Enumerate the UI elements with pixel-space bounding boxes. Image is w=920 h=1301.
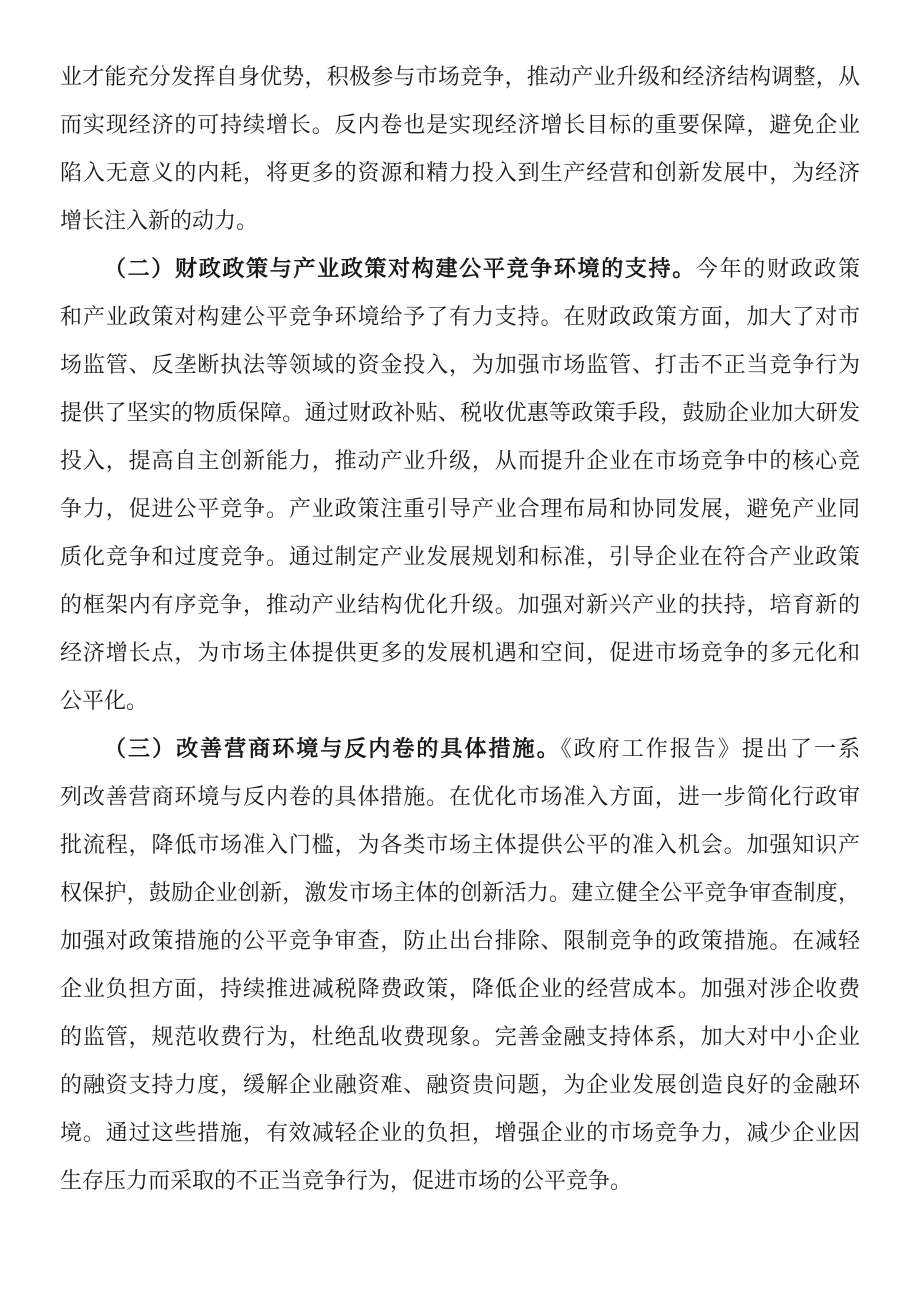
paragraph-line: 陷入无意义的内耗，将更多的资源和精力投入到生产经营和创新发展中，为经济 xyxy=(60,161,860,186)
section-heading: （三）改善营商环境与反内卷的具体措施。 xyxy=(104,737,561,762)
section-lead-text: 《政府工作报告》提出了一系 xyxy=(560,737,860,762)
section-first-line xyxy=(104,246,860,294)
section-heading: （二）财政政策与产业政策对构建公平竞争环境的支持。 xyxy=(104,257,696,282)
paragraph-line: 争力，促进公平竞争。产业政策注重引导产业合理布局和协同发展，避免产业同 xyxy=(60,497,860,522)
paragraph-line: 而实现经济的可持续增长。反内卷也是实现经济增长目标的重要保障，避免企业 xyxy=(60,113,860,138)
paragraph-line: 提供了坚实的物质保障。通过财政补贴、税收优惠等政策手段，鼓励企业加大研发 xyxy=(60,401,860,426)
paragraph-line: 增长注入新的动力。 xyxy=(60,209,259,234)
paragraph-line: 公平化。 xyxy=(60,689,149,714)
paragraph-line: 列改善营商环境与反内卷的具体措施。在优化市场准入方面，进一步简化行政审 xyxy=(60,785,860,810)
paragraph-line: 和产业政策对构建公平竞争环境给予了有力支持。在财政政策方面，加大了对市 xyxy=(60,305,860,330)
paragraph-line: 的监管，规范收费行为，杜绝乱收费现象。完善金融支持体系，加大对中小企业 xyxy=(60,1025,860,1050)
paragraph-line: 的融资支持力度，缓解企业融资难、融资贵问题，为企业发展创造良好的金融环 xyxy=(60,1073,860,1098)
paragraph-line: 生存压力而采取的不正当竞争行为，促进市场的公平竞争。 xyxy=(60,1169,633,1194)
paragraph-line: 投入，提高自主创新能力，推动产业升级，从而提升企业在市场竞争中的核心竞 xyxy=(60,449,860,474)
paragraph-line: 业才能充分发挥自身优势，积极参与市场竞争，推动产业升级和经济结构调整，从 xyxy=(60,65,860,90)
paragraph-line: 经济增长点，为市场主体提供更多的发展机遇和空间，促进市场竞争的多元化和 xyxy=(60,641,860,666)
paragraph-line: 批流程，降低市场准入门槛，为各类市场主体提供公平的准入机会。加强知识产 xyxy=(60,833,860,858)
paragraph-line: 质化竞争和过度竞争。通过制定产业发展规划和标准，引导企业在符合产业政策 xyxy=(60,545,860,570)
paragraph-line: 加强对政策措施的公平竞争审查，防止出台排除、限制竞争的政策措施。在减轻 xyxy=(60,929,860,954)
paragraph-line: 场监管、反垄断执法等领域的资金投入，为加强市场监管、打击不正当竞争行为 xyxy=(60,353,860,378)
section-first-line xyxy=(104,726,860,774)
paragraph-line: 的框架内有序竞争，推动产业结构优化升级。加强对新兴产业的扶持，培育新的 xyxy=(60,593,860,618)
section-lead-text: 今年的财政政策 xyxy=(695,257,860,282)
paragraph-line: 权保护，鼓励企业创新，激发市场主体的创新活力。建立健全公平竞争审查制度， xyxy=(60,881,860,906)
paragraph-line: 企业负担方面，持续推进减税降费政策，降低企业的经营成本。加强对涉企收费 xyxy=(60,977,860,1002)
paragraph-line: 境。通过这些措施，有效减轻企业的负担，增强企业的市场竞争力，减少企业因 xyxy=(60,1121,860,1146)
